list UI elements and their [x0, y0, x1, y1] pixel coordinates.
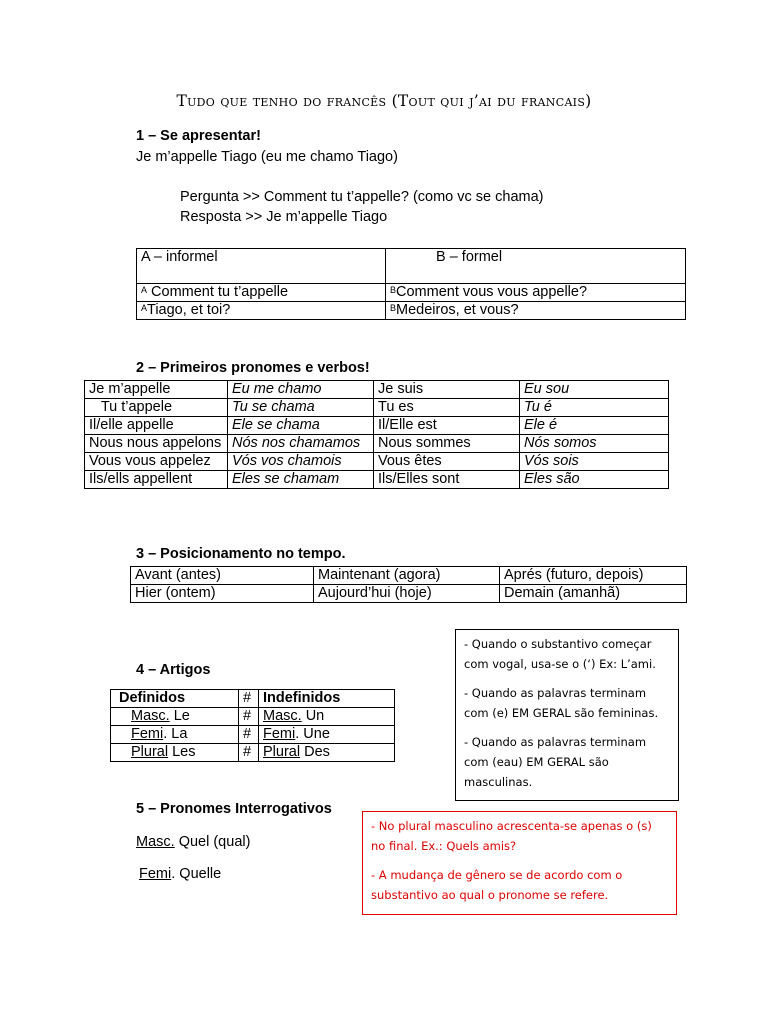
- hash-cell: #: [239, 744, 259, 762]
- translation-cell: Nós somos: [520, 435, 669, 453]
- translation-cell: Ele se chama: [228, 417, 374, 435]
- verb-cell: Ils/ells appellent: [85, 471, 228, 489]
- informel-cell-2: $^A$Tiago, et toi?: [137, 302, 386, 320]
- translation-cell: Ele é: [520, 417, 669, 435]
- formel-cell-1: $^B$Comment vous vous appelle?: [386, 284, 686, 302]
- table-row: [131, 567, 687, 585]
- verb-cell: Je suis: [374, 381, 520, 399]
- translation-cell: Vós vos chamois: [228, 453, 374, 471]
- section-3-heading: 3 – Posicionamento no tempo.: [136, 546, 346, 562]
- col-indefinidos: Indefinidos: [259, 690, 395, 708]
- verb-cell: Nous sommes: [374, 435, 520, 453]
- time-cell: Demain (amanhã): [500, 585, 687, 603]
- definido-cell: Masc. Le: [111, 708, 239, 726]
- indefinido-cell: Plural Des: [259, 744, 395, 762]
- formel-cell-2: $^B$Medeiros, et vous?: [386, 302, 686, 320]
- col-hash: #: [239, 690, 259, 708]
- table-row: [131, 585, 687, 603]
- verb-cell: Il/Elle est: [374, 417, 520, 435]
- table-row: [111, 744, 395, 762]
- articles-note-box: [455, 629, 679, 801]
- pergunta-line: Pergunta >> Comment tu t’appelle? (como vc se chama): [180, 189, 544, 205]
- formality-table: [136, 248, 686, 320]
- verb-cell: Tu es: [374, 399, 520, 417]
- indefinido-cell: Femi. Une: [259, 726, 395, 744]
- verb-cell: Il/elle appelle: [85, 417, 228, 435]
- time-cell: Hier (ontem): [131, 585, 314, 603]
- note-item: - Quando as palavras terminam com (eau) EM GERAL são masculinas.: [464, 735, 647, 789]
- time-cell: Maintenant (agora): [314, 567, 500, 585]
- hash-cell: #: [239, 708, 259, 726]
- section-2-heading: 2 – Primeiros pronomes e verbos!: [136, 360, 370, 376]
- verb-cell: Je m’appelle: [85, 381, 228, 399]
- section-4-heading: 4 – Artigos: [136, 662, 211, 678]
- translation-cell: Eles se chamam: [228, 471, 374, 489]
- table-row: [85, 399, 669, 417]
- table-row: [111, 690, 395, 708]
- intro-line: Je m’appelle Tiago (eu me chamo Tiago): [136, 149, 398, 165]
- table-row: [85, 417, 669, 435]
- femi-line: Femi. Quelle: [139, 866, 222, 882]
- definido-cell: Femi. La: [111, 726, 239, 744]
- time-cell: Avant (antes): [131, 567, 314, 585]
- table-row: [111, 708, 395, 726]
- articles-table: [110, 689, 395, 762]
- translation-cell: Eu sou: [520, 381, 669, 399]
- note-item: - Quando o substantivo começar com vogal, usa-se o (‘) Ex: L’ami.: [464, 637, 656, 671]
- verb-cell: Ils/Elles sont: [374, 471, 520, 489]
- time-cell: Aujourd’hui (hoje): [314, 585, 500, 603]
- verb-cell: Vous êtes: [374, 453, 520, 471]
- table-row: [85, 471, 669, 489]
- translation-cell: Nós nos chamamos: [228, 435, 374, 453]
- hash-cell: #: [239, 726, 259, 744]
- verb-cell: Nous nous appelons: [85, 435, 228, 453]
- time-table: [130, 566, 687, 603]
- note-item: - A mudança de gênero se de acordo com o substantivo ao qual o pronome se refere.: [371, 868, 623, 902]
- translation-cell: Vós sois: [520, 453, 669, 471]
- translation-cell: Tu se chama: [228, 399, 374, 417]
- table-row: [85, 435, 669, 453]
- note-item: - No plural masculino acrescenta-se apenas o (s) no final. Ex.: Quels amis?: [371, 819, 652, 853]
- col-definidos: Definidos: [111, 690, 239, 708]
- informel-cell-1: $^A$ Comment tu t’appelle: [137, 284, 386, 302]
- header-informel: A – informel: [137, 249, 386, 284]
- translation-cell: Eles são: [520, 471, 669, 489]
- resposta-line: Resposta >> Je m’appelle Tiago: [180, 209, 388, 225]
- section-5-heading: 5 – Pronomes Interrogativos: [136, 801, 332, 817]
- verb-cell: Vous vous appelez: [85, 453, 228, 471]
- page-title: Tudo que tenho do francês (Tout qui j’ai du francais): [176, 92, 592, 110]
- table-row: [111, 726, 395, 744]
- header-formel: B – formel: [386, 249, 686, 284]
- table-row: [85, 453, 669, 471]
- note-item: - Quando as palavras terminam com (e) EM GERAL são femininas.: [464, 686, 659, 720]
- translation-cell: Tu é: [520, 399, 669, 417]
- masc-line: Masc. Quel (qual): [136, 834, 251, 850]
- translation-cell: Eu me chamo: [228, 381, 374, 399]
- verbs-table: [84, 380, 669, 489]
- time-cell: Aprés (futuro, depois): [500, 567, 687, 585]
- definido-cell: Plural Les: [111, 744, 239, 762]
- indefinido-cell: Masc. Un: [259, 708, 395, 726]
- verb-cell: Tu t’appele: [85, 399, 228, 417]
- pronouns-note-box: [362, 811, 677, 915]
- section-1-heading: 1 – Se apresentar!: [136, 128, 261, 144]
- table-row: [85, 381, 669, 399]
